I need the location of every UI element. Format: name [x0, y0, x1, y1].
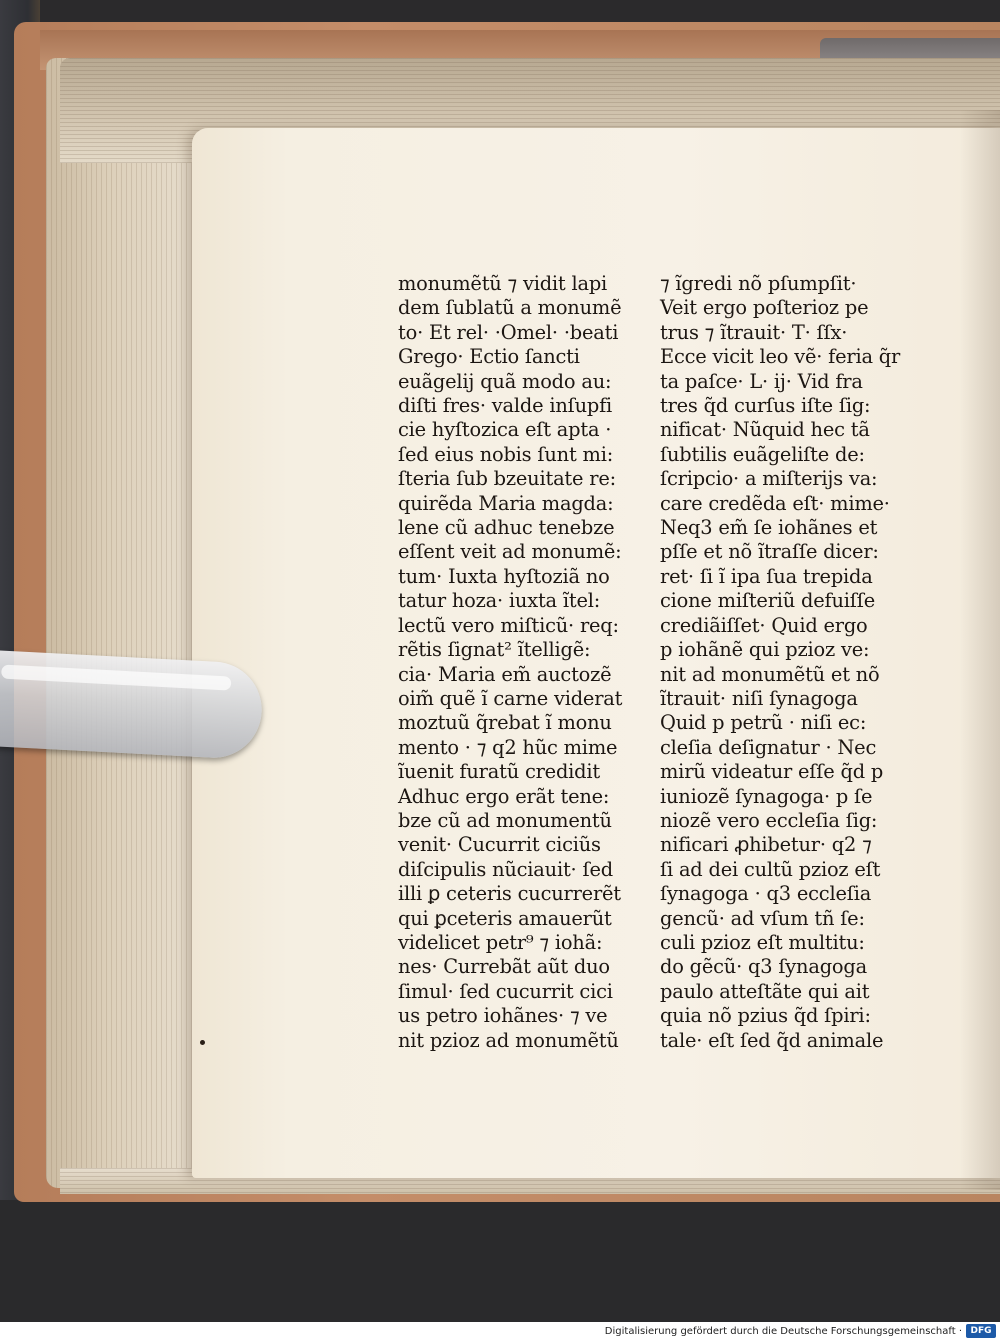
text-line: tres q̃d curſus iſte ſig:: [660, 394, 871, 418]
text-line: care credẽda eſt· mime·: [660, 491, 890, 515]
text-line: bze cũ ad monumentũ: [398, 808, 612, 832]
text-column-right: [660, 272, 900, 1053]
text-line: p iohãnẽ qui pzioz ve:: [660, 638, 870, 662]
text-line: niozẽ vero eccleſia ſig:: [660, 808, 878, 832]
text-line: illi ꝑ ceteris cucurrerẽt: [398, 882, 621, 906]
text-line: quia nõ pzius q̃d ſpiri:: [660, 1004, 871, 1028]
text-line: paulo atteſtãte qui ait: [660, 979, 870, 1003]
text-line: cia· Maria em̃ auctozẽ: [398, 662, 612, 686]
text-line: nificat· Nũquid hec tã: [660, 418, 870, 442]
text-line: ⁊ ĩgredi nõ pſumpſit·: [660, 272, 857, 295]
text-line: crediãiſſet· Quid ergo: [660, 613, 868, 637]
text-line: ſimul· ſed cucurrit cici: [398, 979, 613, 1003]
text-line: cie hyſtozica eſt apta ·: [398, 418, 612, 442]
text-line: ret· ſi ĩ ipa ſua trepida: [660, 564, 873, 588]
text-line: ĩuenit furatũ credidit: [398, 760, 600, 784]
text-line: ſynagoga · q3 eccleſia: [660, 882, 872, 906]
text-line: rẽtis ſignat² ĩtelligẽ:: [398, 638, 591, 662]
text-line: iuniozẽ ſynagoga· p ſe: [660, 784, 873, 808]
text-line: quirẽda Maria magda:: [398, 491, 614, 515]
text-line: pſſe et nõ ĩtraſſe dicer:: [660, 540, 879, 564]
text-line: mento · ⁊ q2 hũc mime: [398, 735, 618, 759]
text-line: ĩtrauit· niſi ſynagoga: [660, 686, 858, 710]
text-line: ta paſce· L· ij· Vid fra: [660, 369, 863, 393]
text-column-left: [398, 272, 630, 1053]
text-line: tatur hoza· iuxta ĩtel:: [398, 589, 601, 613]
text-line: oim̃ quẽ ĩ carne viderat: [398, 686, 623, 710]
text-line: dem ſublatũ a monumẽ: [398, 296, 622, 320]
text-line: to· Et rel· ·Omel· ·beati: [398, 320, 619, 344]
text-line: Neq3 em̃ ſe iohãnes et: [660, 516, 878, 540]
text-line: monumẽtũ ⁊ vidit lapi: [398, 272, 608, 295]
text-line: moztuũ q̃rebat ĩ monu: [398, 711, 612, 735]
text-line: mirũ videatur eſſe q̃d p: [660, 760, 884, 784]
text-line: nes· Currebãt aũt duo: [398, 955, 610, 979]
text-line: Ecce vicit leo vẽ· feria q̃r: [660, 345, 901, 369]
text-line: venit· Cucurrit ciciũs: [398, 833, 601, 857]
text-line: lene cũ adhuc tenebze: [398, 516, 615, 540]
text-line: cleſia deſignatur · Nec: [660, 735, 877, 759]
text-line: diſti fres· valde inſupfi: [398, 394, 613, 418]
text-line: videlicet petr⁹ ⁊ iohã:: [398, 930, 603, 954]
text-line: tum· Iuxta hyſtoziã no: [398, 564, 610, 588]
text-line: tale· eſt ſed q̃d animale: [660, 1028, 884, 1052]
text-line: Veit ergo poſterioz pe: [660, 296, 869, 320]
text-line: ſubtilis euãgeliſte de:: [660, 442, 865, 466]
ink-mark: [200, 1040, 205, 1045]
text-line: lectũ vero miſticũ· req:: [398, 613, 619, 637]
funding-credit: Digitalisierung gefördert durch die Deutsche Forschungsgemeinschaft ·: [604, 1326, 962, 1337]
text-line: ſcripcio· a miſterijs va:: [660, 467, 878, 491]
dfg-logo: DFG: [966, 1324, 996, 1338]
text-line: do gẽcũ· q3 ſynagoga: [660, 955, 867, 979]
page-holder-pointer: [0, 650, 264, 760]
text-line: nificari ꝓhibetur· q2 ⁊: [660, 833, 872, 857]
text-line: euãgelij quã modo au:: [398, 369, 612, 393]
text-line: eſſent veit ad monumẽ:: [398, 540, 622, 564]
text-line: cione miſteriũ defuiſſe: [660, 589, 876, 613]
text-line: Quid p petrũ · niſi ec:: [660, 711, 867, 735]
text-line: diſcipulis nũciauit· ſed: [398, 857, 613, 881]
text-line: nit ad monumẽtũ et nõ: [660, 662, 880, 686]
text-line: qui ꝑceteris amauerũt: [398, 906, 612, 930]
text-line: nit pzioz ad monumẽtũ: [398, 1028, 619, 1052]
text-line: Grego· Ectio ſancti: [398, 345, 580, 369]
text-line: trus ⁊ ĩtrauit· T· ſſx·: [660, 320, 848, 344]
text-line: Adhuc ergo erãt tene:: [398, 784, 610, 808]
text-line: culi pzioz eſt multitu:: [660, 930, 865, 954]
text-line: ſteria ſub bzeuitate re:: [398, 467, 616, 491]
scan-background-bottom: [0, 1200, 1000, 1322]
text-line: ſi ad dei cultũ pzioz eſt: [660, 857, 881, 881]
text-line: ſed eius nobis ſunt mi:: [398, 442, 614, 466]
page-gutter-shadow: [960, 110, 1000, 1190]
text-line: gencũ· ad vſum tñ ſe:: [660, 906, 865, 930]
text-line: us petro iohãnes· ⁊ ve: [398, 1004, 608, 1028]
